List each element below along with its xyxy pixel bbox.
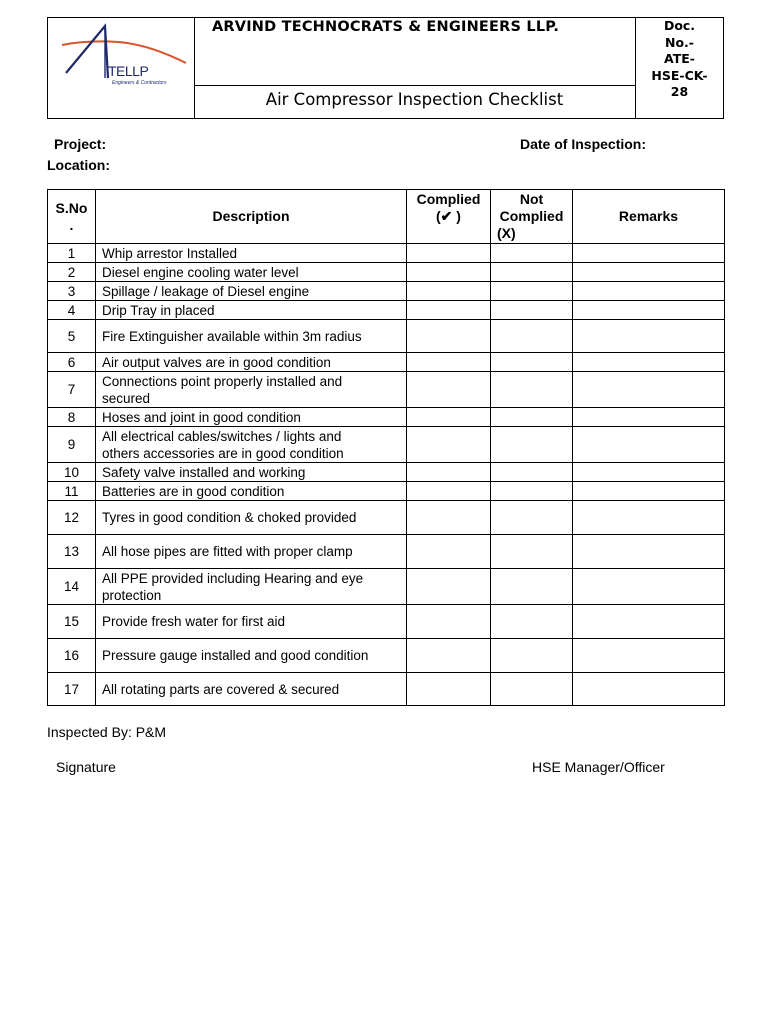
row-description-line: Pressure gauge installed and good condition [102, 648, 369, 663]
header-not-complied-line: Not [519, 191, 544, 207]
not-complied-cell[interactable] [491, 427, 573, 463]
row-sno: 12 [48, 501, 96, 535]
row-description-line: Safety valve installed and working [102, 464, 306, 480]
table-row [48, 244, 725, 263]
location-label: Location: [47, 157, 110, 173]
remarks-cell[interactable] [573, 244, 725, 263]
header-complied-line: (✔ ) [436, 208, 461, 224]
header-not-complied-line: Complied [499, 208, 564, 224]
not-complied-cell[interactable] [491, 244, 573, 263]
complied-cell[interactable] [407, 463, 491, 482]
row-description-line: Connections point properly installed and [102, 373, 343, 389]
company-cell [194, 18, 636, 86]
signature-label: Signature [56, 759, 116, 775]
document-header [47, 17, 724, 119]
row-description [96, 408, 407, 427]
table-row [48, 605, 725, 639]
row-description [96, 263, 407, 282]
header-remarks: Remarks [573, 190, 725, 244]
header-description: Description [96, 190, 407, 244]
complied-cell[interactable] [407, 353, 491, 372]
not-complied-cell[interactable] [491, 501, 573, 535]
row-sno: 14 [48, 569, 96, 605]
row-description [96, 244, 407, 263]
complied-cell[interactable] [407, 639, 491, 673]
complied-cell[interactable] [407, 244, 491, 263]
row-description-line: Air output valves are in good condition [102, 354, 331, 370]
row-description-line: Whip arrestor Installed [102, 245, 238, 261]
remarks-cell[interactable] [573, 301, 725, 320]
form-title: Air Compressor Inspection Checklist [265, 90, 564, 109]
header-sno [48, 190, 96, 244]
complied-cell[interactable] [407, 372, 491, 408]
row-description-line: Tyres in good condition & choked provided [102, 510, 357, 525]
remarks-cell[interactable] [573, 372, 725, 408]
row-description [96, 301, 407, 320]
row-description-line: secured [102, 390, 151, 406]
remarks-cell[interactable] [573, 427, 725, 463]
row-sno: 17 [48, 673, 96, 706]
row-description [96, 501, 407, 535]
row-sno: 9 [48, 427, 96, 463]
not-complied-cell[interactable] [491, 535, 573, 569]
not-complied-cell[interactable] [491, 639, 573, 673]
table-row [48, 482, 725, 501]
row-sno: 10 [48, 463, 96, 482]
complied-cell[interactable] [407, 673, 491, 706]
complied-cell[interactable] [407, 427, 491, 463]
row-description [96, 535, 407, 569]
remarks-cell[interactable] [573, 501, 725, 535]
not-complied-cell[interactable] [491, 605, 573, 639]
table-row [48, 639, 725, 673]
not-complied-cell[interactable] [491, 372, 573, 408]
remarks-cell[interactable] [573, 639, 725, 673]
row-description-line: All rotating parts are covered & secured [102, 681, 340, 697]
not-complied-cell[interactable] [491, 353, 573, 372]
table-row [48, 427, 725, 463]
hse-manager-label: HSE Manager/Officer [532, 759, 665, 775]
row-description-line: Drip Tray in placed [102, 302, 215, 318]
row-sno: 1 [48, 244, 96, 263]
row-description-line: All PPE provided including Hearing and eye [102, 570, 364, 586]
location-field[interactable] [47, 157, 110, 173]
table-row [48, 463, 725, 482]
not-complied-cell[interactable] [491, 482, 573, 501]
row-sno: 15 [48, 605, 96, 639]
row-sno: 6 [48, 353, 96, 372]
logo-tagline: Engineers & Contractors [112, 80, 167, 86]
remarks-cell[interactable] [573, 535, 725, 569]
complied-cell[interactable] [407, 501, 491, 535]
table-row [48, 263, 725, 282]
table-header-row [48, 190, 725, 244]
date-label: Date of Inspection: [520, 136, 647, 152]
table-row [48, 535, 725, 569]
table-row [48, 501, 725, 535]
table-row [48, 673, 725, 706]
header-sno-line: S.No [55, 199, 88, 216]
not-complied-cell[interactable] [491, 301, 573, 320]
remarks-cell[interactable] [573, 569, 725, 605]
table-row [48, 408, 725, 427]
not-complied-cell[interactable] [491, 569, 573, 605]
row-description-line: protection [102, 587, 162, 603]
row-sno: 7 [48, 372, 96, 408]
not-complied-cell[interactable] [491, 673, 573, 706]
remarks-cell[interactable] [573, 353, 725, 372]
remarks-cell[interactable] [573, 408, 725, 427]
row-description-line: Spillage / leakage of Diesel engine [102, 283, 310, 299]
doc-number-line: No.- [665, 34, 694, 50]
remarks-cell[interactable] [573, 482, 725, 501]
row-description-line: Hoses and joint in good condition [102, 409, 301, 425]
row-description [96, 353, 407, 372]
project-field[interactable] [54, 136, 106, 152]
doc-number-cell [636, 18, 723, 118]
row-description [96, 463, 407, 482]
doc-number-line: ATE- [664, 51, 695, 66]
row-description [96, 320, 407, 353]
row-description-line: All electrical cables/switches / lights and [102, 428, 342, 444]
remarks-cell[interactable] [573, 320, 725, 353]
row-description [96, 427, 407, 463]
row-sno: 13 [48, 535, 96, 569]
remarks-cell[interactable] [573, 463, 725, 482]
table-row [48, 353, 725, 372]
header-sno-line: . [69, 216, 74, 233]
complied-cell[interactable] [407, 605, 491, 639]
checklist-body [48, 244, 725, 706]
remarks-cell[interactable] [573, 282, 725, 301]
row-description [96, 282, 407, 301]
row-description [96, 482, 407, 501]
doc-number [636, 18, 723, 101]
complied-cell[interactable] [407, 301, 491, 320]
header-complied [407, 190, 491, 244]
header-complied-line: Complied [416, 191, 481, 207]
date-field[interactable] [520, 136, 646, 152]
checklist-table [47, 189, 725, 706]
row-sno: 8 [48, 408, 96, 427]
complied-cell[interactable] [407, 569, 491, 605]
company-logo [48, 18, 194, 118]
table-row [48, 372, 725, 408]
row-description-line: others accessories are in good condition [102, 445, 344, 461]
row-description [96, 673, 407, 706]
complied-cell[interactable] [407, 408, 491, 427]
row-sno: 5 [48, 320, 96, 353]
row-description-line: Batteries are in good condition [102, 483, 285, 499]
header-not-complied-line: (X) [497, 225, 516, 241]
complied-cell[interactable] [407, 282, 491, 301]
row-description-line: Fire Extinguisher available within 3m radius [102, 328, 362, 344]
row-sno: 2 [48, 263, 96, 282]
complied-cell[interactable] [407, 320, 491, 353]
complied-cell[interactable] [407, 482, 491, 501]
doc-number-line: Doc. [663, 18, 696, 33]
project-label: Project: [54, 136, 107, 152]
row-description-line: Diesel engine cooling water level [102, 264, 299, 280]
row-description [96, 605, 407, 639]
row-description-line: All hose pipes are fitted with proper clamp [102, 544, 353, 559]
row-description [96, 569, 407, 605]
row-sno: 16 [48, 639, 96, 673]
remarks-cell[interactable] [573, 263, 725, 282]
row-sno: 3 [48, 282, 96, 301]
inspected-by: Inspected By: P&M [47, 724, 167, 740]
table-row [48, 301, 725, 320]
not-complied-cell[interactable] [491, 463, 573, 482]
remarks-cell[interactable] [573, 673, 725, 706]
complied-cell[interactable] [407, 263, 491, 282]
doc-number-line: HSE-CK- [651, 67, 708, 83]
logo-cell [48, 18, 195, 118]
table-row [48, 320, 725, 353]
company-name: ARVIND TECHNOCRATS & ENGINEERS LLP. [212, 19, 560, 35]
logo-mark: TELLP [108, 63, 149, 79]
row-description-line: Provide fresh water for first aid [102, 614, 286, 629]
not-complied-cell[interactable] [491, 263, 573, 282]
complied-cell[interactable] [407, 535, 491, 569]
not-complied-cell[interactable] [491, 408, 573, 427]
table-row [48, 569, 725, 605]
row-description [96, 639, 407, 673]
not-complied-cell[interactable] [491, 282, 573, 301]
remarks-cell[interactable] [573, 605, 725, 639]
table-row [48, 282, 725, 301]
row-description [96, 372, 407, 408]
header-not-complied [491, 190, 573, 244]
not-complied-cell[interactable] [491, 320, 573, 353]
title-cell [194, 85, 636, 118]
row-sno: 4 [48, 301, 96, 320]
row-sno: 11 [48, 482, 96, 501]
doc-number-line: 28 [670, 84, 689, 99]
